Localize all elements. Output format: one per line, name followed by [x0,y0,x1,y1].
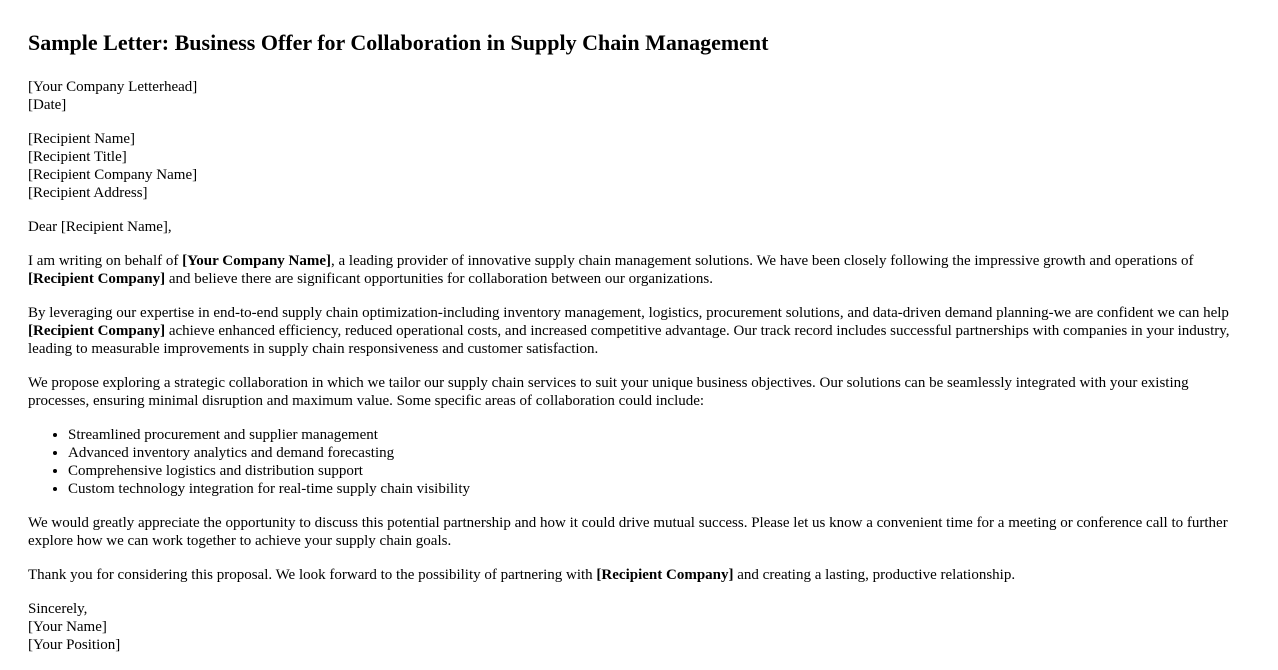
recipient-company-bold: [Recipient Company] [28,323,166,339]
paragraph-proposal: We propose exploring a strategic collaboration in which we tailor our supply chain services to suit your unique business objectives. Our solutions can be seamlessly integrated with your existing processes, ensuring minimal disruption and maximum value. Some specific areas of collaboration could include: [28,375,1189,409]
list-item: • Streamlined procurement and supplier management [68,426,1250,444]
closing-block [28,600,1250,654]
paragraph-text: and creating a lasting, productive relationship. [733,567,1016,583]
recipient-company: [Recipient Company Name] [28,167,198,183]
recipient-company-bold: [Recipient Company] [28,271,166,287]
recipient-name: [Recipient Name] [28,131,136,147]
paragraph-text: and believe there are significant opportunities for collaboration between our organizations. [165,271,713,287]
list-item: • Comprehensive logistics and distribution support [68,462,1250,480]
collaboration-areas-list [28,426,1250,498]
list-item: • Advanced inventory analytics and demand forecasting [68,444,1250,462]
salutation: Dear [Recipient Name], [28,219,172,235]
paragraph-text: , a leading provider of innovative supply chain management solutions. We have been closely following the impressive growth and operations of [331,253,1194,269]
paragraph-text: I am writing on behalf of [28,253,183,269]
paragraph-meeting: We would greatly appreciate the opportunity to discuss this potential partnership and how it could drive mutual success. Please let us know a convenient time for a meeting or conference call to further explore how we can work together to achieve your supply chain goals. [28,515,1228,549]
letterhead: [Your Company Letterhead] [28,79,198,95]
letter-date: [Date] [28,97,67,113]
paragraph-expertise [28,304,1250,358]
letter-page [28,0,1250,670]
sender-header [28,78,1250,114]
paragraph-text: achieve enhanced efficiency, reduced operational costs, and increased competitive advantage. Our track record includes successful partnerships with companies in your industry, leading to measurable improvements in supply chain responsiveness and customer satisfaction. [28,323,1230,357]
signoff: Sincerely, [28,601,88,617]
sender-position: [Your Position] [28,637,121,653]
recipient-company-bold: [Recipient Company] [596,567,734,583]
paragraph-intro [28,252,1250,288]
recipient-address: [Recipient Address] [28,185,148,201]
letter-title: Sample Letter: Business Offer for Collaboration in Supply Chain Management [28,30,769,55]
recipient-block [28,130,1250,202]
company-name-bold: [Your Company Name] [182,253,332,269]
paragraph-thanks [28,566,1250,584]
recipient-title: [Recipient Title] [28,149,127,165]
list-item: • Custom technology integration for real-time supply chain visibility [68,480,1250,498]
paragraph-text: By leveraging our expertise in end-to-end supply chain optimization-including inventory management, logistics, procurement solutions, and data-driven demand planning-we are confident we can help [28,305,1229,321]
paragraph-text: Thank you for considering this proposal. We look forward to the possibility of partnering with [28,567,597,583]
sender-name: [Your Name] [28,619,107,635]
